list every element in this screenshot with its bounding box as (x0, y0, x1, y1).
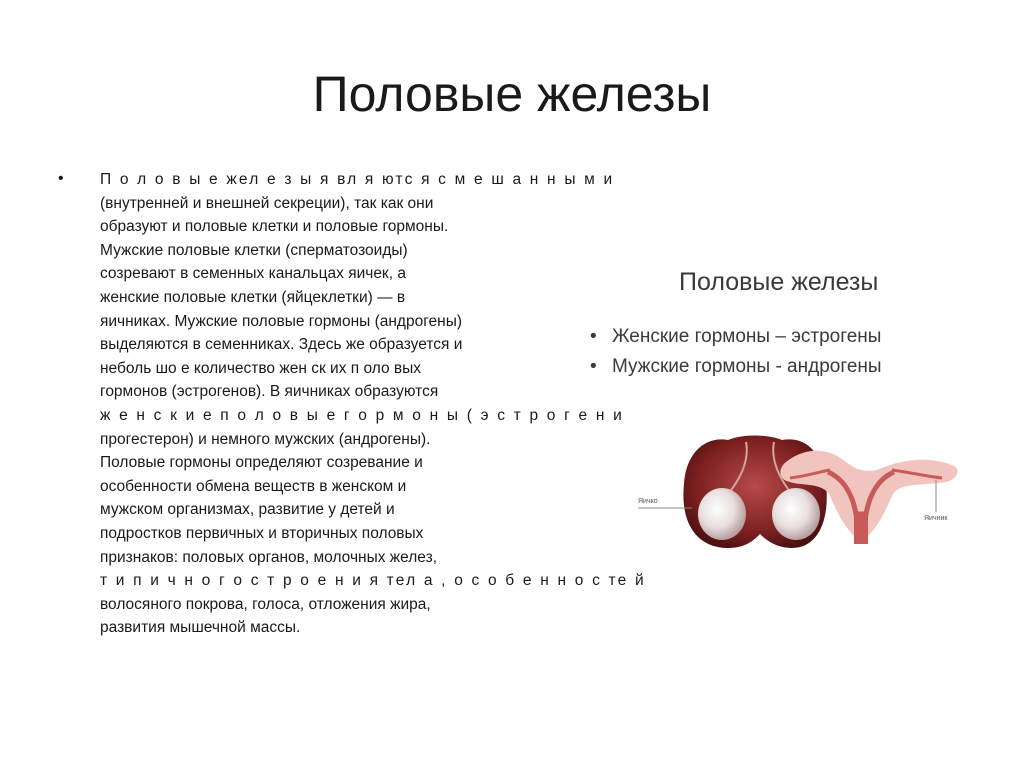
paragraph-line: (внутренней и внешней секреции), так как они (100, 194, 434, 212)
testis-label: Яичко (638, 498, 658, 505)
paragraph-line: особенности обмена веществ в женском и (100, 477, 407, 495)
paragraph-line: прогестерон) и немного мужских (андрогены). (100, 430, 431, 448)
ovary-label: Яичник (924, 515, 948, 522)
paragraph-line: т и п и ч н о г о с т р о е н и я тел а , о с о б е н н о с те й (100, 572, 646, 590)
paragraph-line: созревают в семенных канальцах яичек, а (100, 265, 406, 283)
slide-title: Половые железы (312, 66, 712, 122)
hormone-list-item (590, 322, 882, 352)
bullet-icon: • (590, 356, 597, 377)
body-paragraph (100, 168, 646, 640)
paragraph-line: образуют и половые клетки и половые гормоны. (100, 218, 449, 236)
hormone-list-item (590, 352, 882, 382)
paragraph-line: Мужские половые клетки (сперматозоиды) (100, 241, 408, 259)
gonads-illustration (578, 422, 976, 562)
bullet-icon: • (590, 326, 597, 347)
paragraph-line: выделяются в семенниках. Здесь же образуется и (100, 336, 463, 354)
male-hormones-text: Мужские гормоны - андрогены (612, 356, 882, 377)
paragraph-line: подростков первичных и вторичных половых (100, 524, 424, 542)
bullet-marker: • (58, 170, 64, 187)
paragraph-line: Половые гормоны определяют созревание и (100, 454, 423, 472)
left-testis-shape (698, 488, 746, 540)
paragraph-line: ж е н с к и е п о л о в ы е г о р м о н ы ( э с т р о г е н и (100, 406, 624, 424)
hormone-list (590, 322, 882, 382)
paragraph-line: волосяного покрова, голоса, отложения жира, (100, 595, 431, 613)
cervix-shape (854, 514, 868, 544)
paragraph-line: яичниках. Мужские половые гормоны (андрогены) (100, 312, 463, 330)
female-hormones-text: Женские гормоны – эстрогены (612, 326, 882, 347)
gonads-figure (578, 252, 976, 562)
paragraph-line: неболь шо е количество жен ск их п оло вых (100, 359, 422, 377)
paragraph-line: мужском организмах, развитие у детей и (100, 501, 395, 519)
paragraph-line: признаков: половых органов, молочных желез, (100, 548, 438, 566)
right-testis-shape (772, 488, 820, 540)
testis-illustration (638, 436, 827, 549)
figure-title: Половые железы (679, 268, 879, 296)
paragraph-line: гормонов (эстрогенов). В яичниках образуются (100, 383, 439, 401)
paragraph-line: П о л о в ы е жел е з ы я вл я ютс я с м е ш а н н ы м и (100, 171, 615, 188)
paragraph-line: развития мышечной массы. (100, 619, 301, 637)
paragraph-line: женские половые клетки (яйцеклетки) — в (100, 288, 406, 306)
